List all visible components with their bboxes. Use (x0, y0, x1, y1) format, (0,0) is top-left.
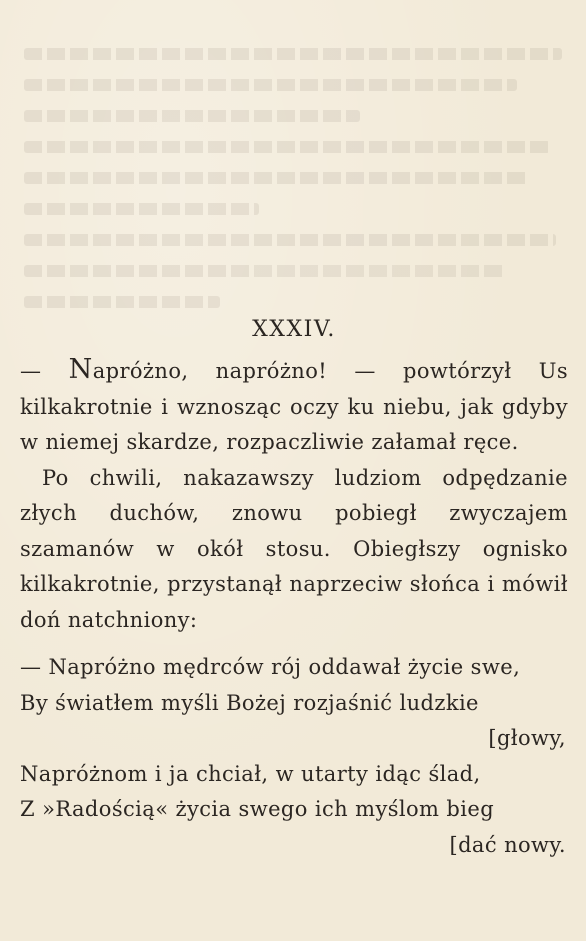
chapter-heading: XXXIV. (252, 317, 336, 342)
paragraph-2: Po chwili, nakazawszy ludziom odpędzanie złych duchów, znowu pobiegł zwyczajem szamanów w okół stosu. Obiegłszy ognisko kilkakrotnie, przystanął naprzeciw słońca i mówił doń natchniony: (20, 465, 568, 632)
verse-line-1: — Napróżno mędrców rój oddawał życie swe, (20, 655, 521, 679)
verse-line-2: By światłem myśli Bożej rozjaśnić ludzkie (20, 690, 479, 715)
verse-block (20, 650, 568, 863)
paragraph-1-text: apróżno, napróżno! — powtórzył Us kilkakrotnie i wznosząc oczy ku niebu, jak gdyby w niemej skardze, rozpaczliwie załamał ręce. (20, 359, 569, 454)
drop-cap: N (68, 354, 93, 385)
verse-line-3: Napróżnom i ja chciał, w utarty idąc ślad, (20, 761, 481, 786)
paragraph-1 (20, 354, 568, 461)
body-text (20, 314, 568, 863)
verse-line-2-continuation: [głowy, (488, 726, 566, 750)
bleed-through-text (24, 48, 584, 348)
verse-line-4-continuation: [dać nowy. (449, 832, 566, 857)
paragraph-1-dash: — (20, 359, 42, 383)
verse-line-4: Z »Radością« życia swego ich myślom bieg (20, 797, 495, 821)
